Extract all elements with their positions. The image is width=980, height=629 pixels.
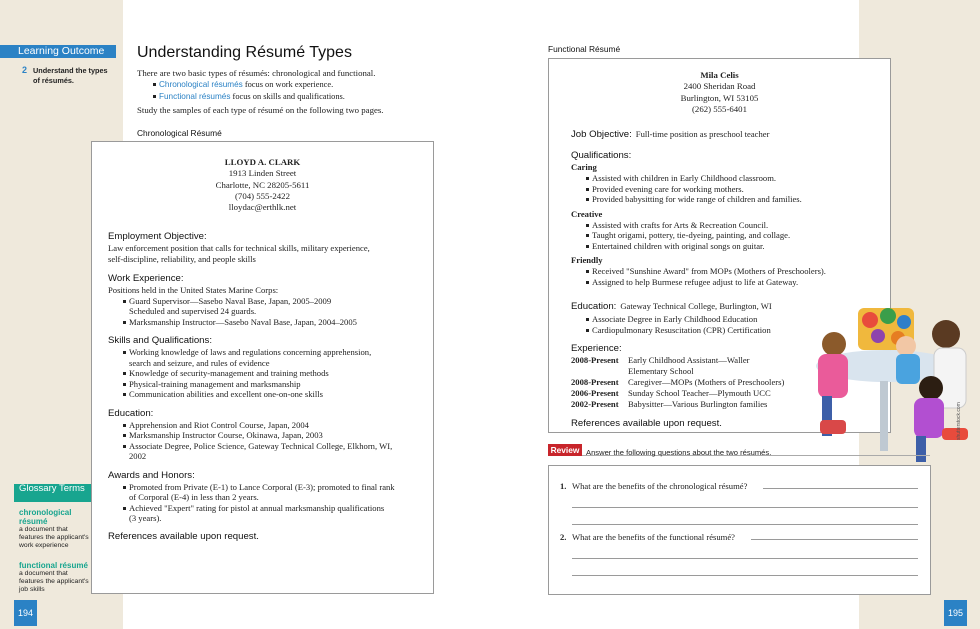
list-item: Working knowledge of laws and regulations concerning apprehension, (108, 347, 428, 358)
review-questions (548, 465, 931, 595)
child-figure (822, 332, 846, 356)
study-text: Study the samples of each type of résumé on the following two pages. (137, 105, 384, 115)
list-item: Cardiopulmonary Resuscitation (CPR) Certification (571, 325, 881, 336)
teacher-figure (932, 320, 960, 348)
resume-header (549, 70, 890, 115)
list-item-cont: search and seizure, and rules of evidence (129, 357, 270, 368)
list-item: Taught origami, pottery, tie-dyeing, painting, and collage. (571, 230, 881, 241)
intro-bullet-rest: focus on skills and qualifications. (230, 92, 345, 101)
list-item: Marksmanship Instructor—Sasebo Naval Base, Japan, 2004–2005 (108, 317, 428, 328)
question-text: What are the benefits of the chronological résumé? (572, 481, 748, 491)
objective-text: Law enforcement position that calls for technical skills, military experience, (108, 243, 370, 253)
section-heading: Skills and Qualifications: (108, 335, 212, 346)
question-text: What are the benefits of the functional résumé? (572, 532, 735, 542)
address-line: Charlotte, NC 28205-5611 (215, 179, 310, 190)
section-heading: Education: (571, 301, 617, 312)
experience-desc: Caregiver—MOPs (Mothers of Preschoolers) (628, 377, 785, 387)
glossary-definition: a document that features the applicant's job skills (19, 570, 89, 593)
list-item-cont: of Corporal (E-4) in less than 2 years. (129, 492, 259, 502)
child-figure (919, 376, 943, 400)
intro-bullet-term: Chronological résumés (159, 80, 243, 89)
question-number: 2. (560, 532, 567, 542)
experience-date: 2008-Present (571, 355, 619, 365)
intro-bullet (137, 79, 437, 91)
references-text: References available upon request. (108, 530, 259, 542)
list-item-cont: (3 years). (129, 513, 162, 523)
glossary-heading: Glossary Terms (14, 484, 91, 502)
qualification-subheading: Friendly (571, 255, 603, 265)
list-item: Entertained children with original songs on guitar. (571, 241, 881, 252)
answer-line[interactable] (572, 575, 918, 576)
glossary-entry-functional (19, 561, 89, 594)
list-item-cont: Scheduled and supervised 24 guards. (129, 306, 257, 316)
list-item: Assisted with crafts for Arts & Recreation Council. (571, 220, 881, 231)
functional-heading: Functional Résumé (548, 44, 621, 54)
review-instruction: Answer the following questions about the two résumés. (586, 448, 772, 457)
glossary-term: chronological résumé (19, 508, 72, 526)
qualification-subheading: Creative (571, 208, 603, 219)
intro-bullet-term: Functional résumés (159, 92, 231, 101)
references-text: References available upon request. (571, 418, 722, 429)
list-item: Physical-training management and marksmanship (108, 379, 428, 390)
answer-line[interactable] (751, 539, 918, 540)
experience-date: 2008-Present (571, 377, 619, 387)
list-item: Associate Degree, Police Science, Gateway Technical College, Elkhorn, WI, (108, 441, 428, 452)
email: lloydac@erthlk.net (228, 202, 297, 213)
resume-header (92, 157, 433, 213)
answer-line[interactable] (572, 507, 918, 508)
list-item: Knowledge of security-management and training methods (108, 368, 428, 379)
section-heading: Experience: (571, 343, 622, 354)
experience-desc: Babysitter—Various Burlington families (628, 399, 768, 409)
list-item: Provided babysitting for wide range of children and families. (571, 194, 881, 205)
list-item: Provided evening care for working mothers. (571, 184, 881, 195)
experience-desc: Sunday School Teacher—Plymouth UCC (628, 388, 771, 398)
answer-line[interactable] (572, 524, 918, 525)
education-text: Gateway Technical College, Burlington, WI (620, 301, 772, 311)
section-heading: Qualifications: (571, 150, 632, 161)
intro-text: There are two basic types of résumés: chronological and functional. (137, 68, 376, 78)
learning-outcome-heading: Learning Outcome (0, 45, 116, 58)
children-crafts-photo (796, 296, 972, 468)
experience-desc-cont: Elementary School (628, 366, 694, 376)
list-item: Assisted with children in Early Childhood classroom. (571, 173, 881, 184)
section-heading: Awards and Honors: (108, 469, 195, 481)
glossary-entry-chronological (19, 508, 89, 550)
objective-text: self-discipline, reliability, and people skills (108, 253, 256, 264)
list-item: Communication abilities and excellent one-on-one skills (108, 389, 428, 400)
experience-desc: Early Childhood Assistant—Waller (628, 355, 750, 365)
page-number-left: 194 (14, 600, 37, 626)
applicant-name: Mila Celis (700, 70, 739, 80)
objective-row (571, 124, 881, 142)
list-item: Promoted from Private (E-1) to Lance Corporal (E-3); promoted to final rank (108, 482, 428, 493)
glossary-term: functional résumé (19, 561, 88, 570)
chronological-heading: Chronological Résumé (137, 128, 222, 138)
work-intro: Positions held in the United States Marine Corps: (108, 285, 279, 295)
question-number: 1. (560, 481, 567, 491)
intro-bullet-rest: focus on work experience. (242, 80, 334, 89)
phone: (704) 555-2422 (235, 190, 290, 201)
intro-bullet (137, 91, 437, 103)
chronological-resume (91, 141, 434, 594)
page-title: Understanding Résumé Types (137, 44, 352, 61)
intro-block (137, 67, 437, 116)
address-line: Burlington, WI 53105 (680, 92, 759, 103)
list-item: Achieved "Expert" rating for pistol at annual marksmanship qualifications (108, 503, 428, 514)
outcome-text: Understand the types of résumés. (33, 66, 108, 85)
list-item: Associate Degree in Early Childhood Education (571, 314, 881, 325)
section-heading: Job Objective: (571, 129, 632, 140)
objective-text: Full-time position as preschool teacher (635, 129, 770, 139)
review-tag: Review (548, 444, 582, 456)
address-line: 2400 Sheridan Road (683, 81, 756, 92)
experience-date: 2006-Present (571, 388, 619, 398)
section-heading: Education: (108, 407, 154, 419)
list-item: Guard Supervisor—Sasebo Naval Base, Japan, 2005–2009 (108, 296, 428, 307)
section-heading: Employment Objective: (108, 231, 207, 242)
list-item: Marksmanship Instructor Course, Okinawa, Japan, 2003 (108, 430, 428, 441)
glossary-definition: a document that features the applicant's work experience (19, 526, 89, 549)
list-item-cont: 2002 (129, 451, 147, 461)
answer-line[interactable] (763, 488, 918, 489)
list-item: Assigned to help Burmese refugee adjust to life at Gateway. (571, 277, 881, 288)
outcome-number: 2 (22, 65, 28, 75)
list-item: Apprehension and Riot Control Course, Japan, 2004 (108, 420, 428, 431)
child-figure (896, 336, 916, 356)
photo-credit: shutterstock.com (956, 402, 962, 440)
answer-line[interactable] (572, 558, 918, 559)
applicant-name: LLOYD A. CLARK (224, 157, 301, 167)
section-heading: Work Experience: (108, 273, 184, 284)
phone: (262) 555-6401 (692, 103, 747, 114)
experience-date: 2002-Present (571, 399, 619, 409)
qualification-subheading: Caring (571, 162, 597, 172)
list-item: Received "Sunshine Award" from MOPs (Mothers of Preschoolers). (571, 266, 881, 277)
page-number-right: 195 (944, 600, 967, 626)
address-line: 1913 Linden Street (228, 168, 297, 179)
resume-body (108, 231, 428, 543)
